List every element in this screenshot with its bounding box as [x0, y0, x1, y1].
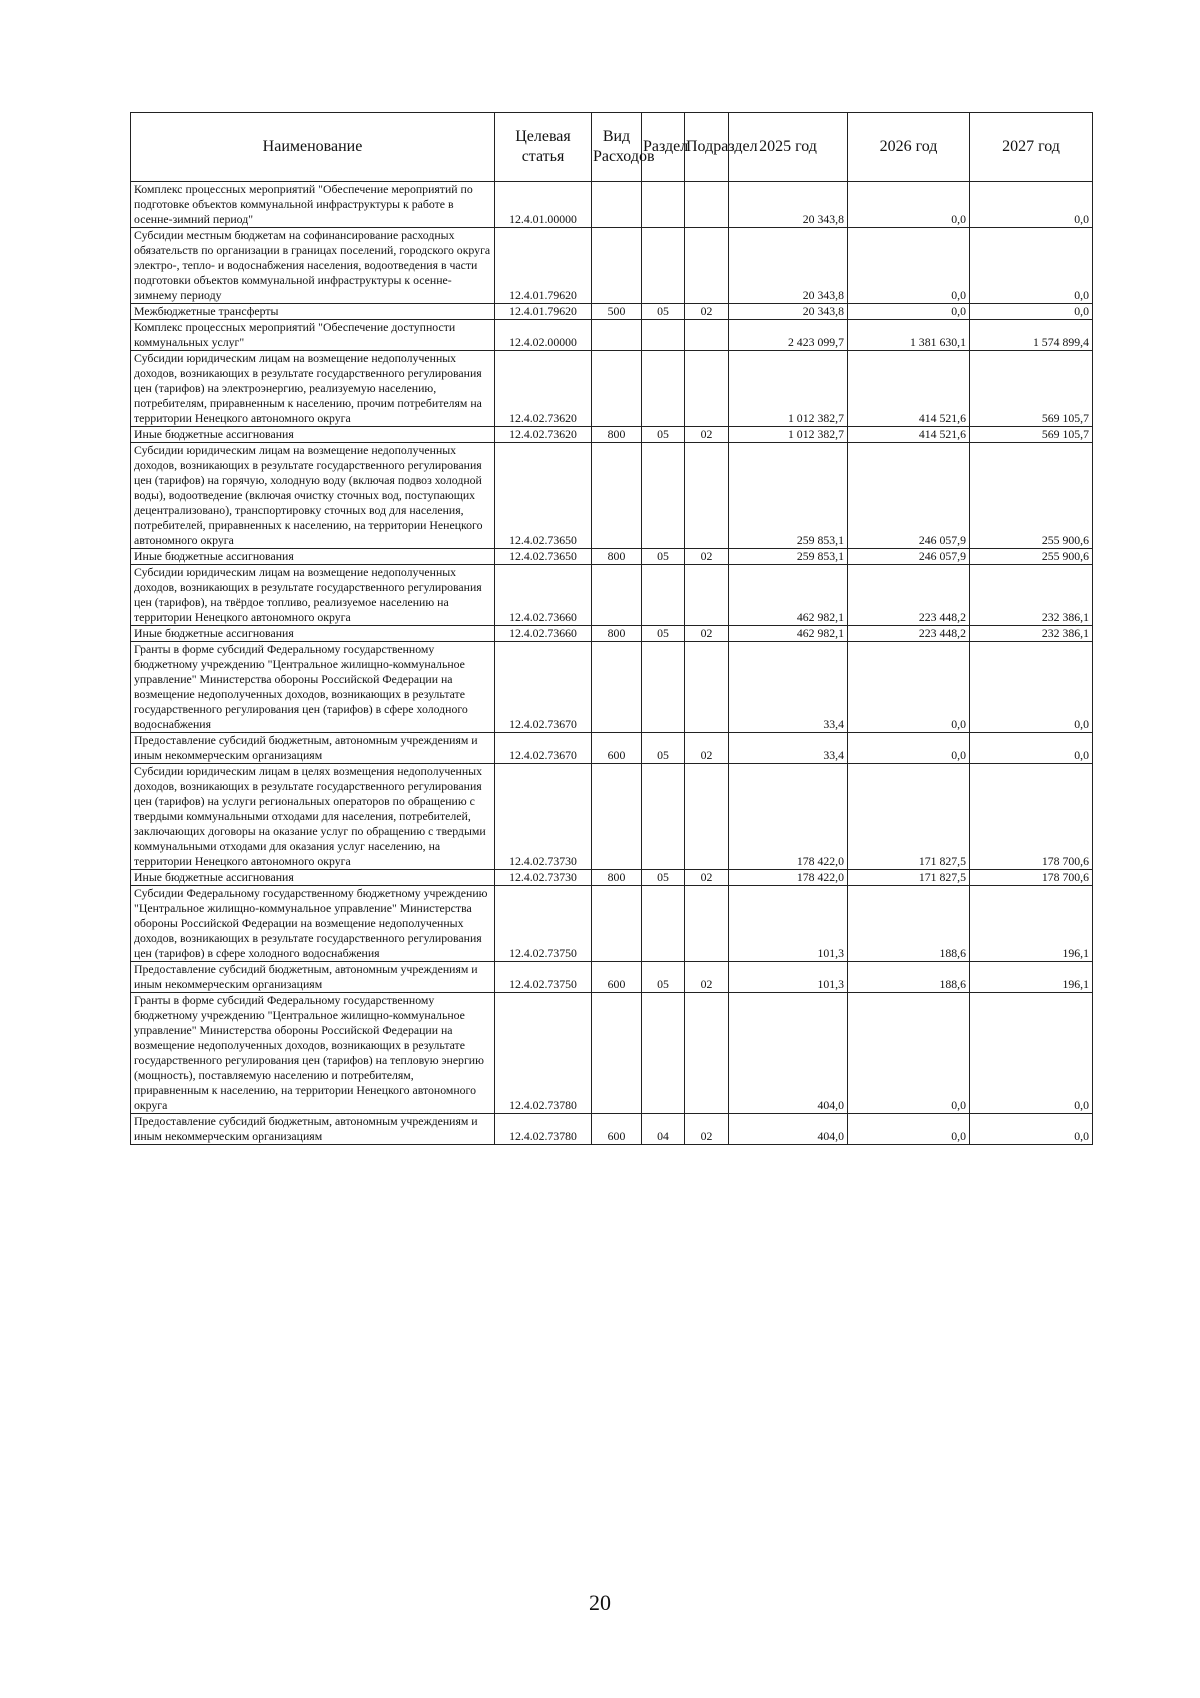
row-value-2026: 188,6	[848, 886, 970, 962]
row-section: 05	[642, 870, 685, 886]
row-value-2026: 0,0	[848, 993, 970, 1114]
row-section	[642, 228, 685, 304]
row-subsection: 02	[685, 1114, 729, 1145]
row-expense-type	[592, 886, 642, 962]
row-name: Иные бюджетные ассигнования	[131, 870, 495, 886]
row-expense-type: 800	[592, 549, 642, 565]
row-section: 04	[642, 1114, 685, 1145]
row-value-2026: 0,0	[848, 642, 970, 733]
table-row	[131, 993, 1093, 1114]
row-target-code: 12.4.02.73650	[495, 549, 592, 565]
row-name: Предоставление субсидий бюджетным, автономным учреждениям и иным некоммерческим организациям	[131, 1114, 495, 1145]
row-value-2026: 223 448,2	[848, 565, 970, 626]
row-subsection	[685, 228, 729, 304]
row-target-code: 12.4.02.73670	[495, 642, 592, 733]
row-target-code: 12.4.01.79620	[495, 304, 592, 320]
row-subsection	[685, 764, 729, 870]
table-row	[131, 304, 1093, 320]
row-section: 05	[642, 733, 685, 764]
row-expense-type	[592, 182, 642, 228]
row-target-code: 12.4.02.73750	[495, 962, 592, 993]
row-value-2027: 569 105,7	[970, 351, 1093, 427]
row-name: Субсидии Федеральному государственному бюджетному учреждению "Центральное жилищно-коммунальное управление" Министерства обороны Российской Федерации на возмещение недополученных доходов, возникающих в результате государственного регулирования цен (тарифов) в сфере холодного водоснабжения	[131, 886, 495, 962]
table-row	[131, 228, 1093, 304]
row-expense-type: 500	[592, 304, 642, 320]
row-section	[642, 764, 685, 870]
row-target-code: 12.4.02.73730	[495, 764, 592, 870]
header-expense-type: Вид Расходов	[592, 113, 642, 182]
header-row	[131, 113, 1093, 182]
row-target-code: 12.4.02.73620	[495, 427, 592, 443]
table-row	[131, 565, 1093, 626]
row-expense-type	[592, 228, 642, 304]
row-name: Иные бюджетные ассигнования	[131, 427, 495, 443]
row-value-2027: 1 574 899,4	[970, 320, 1093, 351]
row-name: Комплекс процессных мероприятий "Обеспечение доступности коммунальных услуг"	[131, 320, 495, 351]
row-value-2027: 0,0	[970, 642, 1093, 733]
row-target-code: 12.4.01.79620	[495, 228, 592, 304]
row-expense-type	[592, 565, 642, 626]
row-expense-type	[592, 351, 642, 427]
row-subsection: 02	[685, 427, 729, 443]
row-value-2025: 20 343,8	[729, 182, 848, 228]
row-value-2025: 101,3	[729, 886, 848, 962]
row-name: Субсидии юридическим лицам на возмещение недополученных доходов, возникающих в результате государственного регулирования цен (тарифов) на горячую, холодную воду (включая подвоз холодной воды), водоотведение (включая очистку сточных вод, поступающих децентрализовано), транспортировку сточных вод для населения, потребителей, приравненных к населению, на территории Ненецкого автономного округа	[131, 443, 495, 549]
row-expense-type	[592, 320, 642, 351]
table-row	[131, 886, 1093, 962]
row-target-code: 12.4.02.00000	[495, 320, 592, 351]
header-2027: 2027 год	[970, 113, 1093, 182]
row-value-2027: 0,0	[970, 304, 1093, 320]
table-row	[131, 320, 1093, 351]
row-target-code: 12.4.02.73660	[495, 565, 592, 626]
table-body	[131, 182, 1093, 1145]
row-target-code: 12.4.02.73730	[495, 870, 592, 886]
row-target-code: 12.4.02.73750	[495, 886, 592, 962]
row-target-code: 12.4.02.73780	[495, 993, 592, 1114]
row-section	[642, 642, 685, 733]
row-value-2025: 178 422,0	[729, 870, 848, 886]
row-value-2025: 2 423 099,7	[729, 320, 848, 351]
row-expense-type	[592, 642, 642, 733]
row-value-2025: 33,4	[729, 733, 848, 764]
row-target-code: 12.4.02.73670	[495, 733, 592, 764]
row-value-2026: 0,0	[848, 1114, 970, 1145]
row-value-2027: 0,0	[970, 993, 1093, 1114]
row-section: 05	[642, 427, 685, 443]
row-subsection	[685, 351, 729, 427]
row-section	[642, 182, 685, 228]
row-section	[642, 320, 685, 351]
row-name: Предоставление субсидий бюджетным, автономным учреждениям и иным некоммерческим организациям	[131, 962, 495, 993]
row-value-2027: 196,1	[970, 962, 1093, 993]
row-expense-type	[592, 764, 642, 870]
row-value-2027: 255 900,6	[970, 549, 1093, 565]
row-value-2026: 188,6	[848, 962, 970, 993]
row-name: Комплекс процессных мероприятий "Обеспечение мероприятий по подготовке объектов коммунальной инфраструктуры к работе в осенне-зимний период"	[131, 182, 495, 228]
row-subsection: 02	[685, 626, 729, 642]
row-value-2026: 0,0	[848, 182, 970, 228]
row-value-2026: 246 057,9	[848, 443, 970, 549]
row-value-2025: 20 343,8	[729, 228, 848, 304]
row-value-2025: 259 853,1	[729, 443, 848, 549]
page-number: 20	[589, 1590, 611, 1615]
row-expense-type	[592, 993, 642, 1114]
row-name: Предоставление субсидий бюджетным, автономным учреждениям и иным некоммерческим организациям	[131, 733, 495, 764]
budget-table	[130, 112, 1093, 1145]
row-value-2027: 569 105,7	[970, 427, 1093, 443]
row-section: 05	[642, 549, 685, 565]
row-target-code: 12.4.02.73660	[495, 626, 592, 642]
header-name: Наименование	[131, 113, 495, 182]
row-value-2027: 178 700,6	[970, 764, 1093, 870]
row-value-2027: 255 900,6	[970, 443, 1093, 549]
row-subsection	[685, 886, 729, 962]
row-value-2027: 0,0	[970, 182, 1093, 228]
row-value-2025: 462 982,1	[729, 626, 848, 642]
row-expense-type: 600	[592, 962, 642, 993]
row-value-2027: 0,0	[970, 733, 1093, 764]
row-subsection	[685, 993, 729, 1114]
row-name: Иные бюджетные ассигнования	[131, 549, 495, 565]
row-section: 05	[642, 962, 685, 993]
row-subsection	[685, 443, 729, 549]
row-subsection: 02	[685, 870, 729, 886]
row-name: Субсидии юридическим лицам на возмещение недополученных доходов, возникающих в результате государственного регулирования цен (тарифов), на твёрдое топливо, реализуемое населению на территории Ненецкого автономного округа	[131, 565, 495, 626]
row-subsection	[685, 642, 729, 733]
row-name: Иные бюджетные ассигнования	[131, 626, 495, 642]
row-section: 05	[642, 304, 685, 320]
row-section: 05	[642, 626, 685, 642]
table-row	[131, 642, 1093, 733]
table-row	[131, 764, 1093, 870]
row-subsection: 02	[685, 962, 729, 993]
table-row	[131, 962, 1093, 993]
row-name: Субсидии местным бюджетам на софинансирование расходных обязательств по организации в границах поселений, городского округа электро-, тепло- и водоснабжения населения, водоотведения в части подготовки объектов коммунальной инфраструктуры к осенне-зимнему периоду	[131, 228, 495, 304]
row-value-2025: 404,0	[729, 993, 848, 1114]
row-subsection: 02	[685, 549, 729, 565]
row-name: Гранты в форме субсидий Федеральному государственному бюджетному учреждению "Центральное жилищно-коммунальное управление" Министерства обороны Российской Федерации на возмещение недополученных доходов, возникающих в результате государственного регулирования цен (тарифов) на тепловую энергию (мощность), поставляемую населению и потребителям, приравненным к населению, на территории Ненецкого автономного округа	[131, 993, 495, 1114]
row-subsection	[685, 565, 729, 626]
row-value-2026: 246 057,9	[848, 549, 970, 565]
row-section	[642, 565, 685, 626]
header-code: Целевая статья	[495, 113, 592, 182]
row-value-2025: 178 422,0	[729, 764, 848, 870]
row-target-code: 12.4.01.00000	[495, 182, 592, 228]
row-value-2026: 223 448,2	[848, 626, 970, 642]
table-row	[131, 733, 1093, 764]
row-expense-type: 800	[592, 626, 642, 642]
table-row	[131, 626, 1093, 642]
row-expense-type: 800	[592, 427, 642, 443]
row-section	[642, 443, 685, 549]
row-target-code: 12.4.02.73780	[495, 1114, 592, 1145]
row-value-2025: 404,0	[729, 1114, 848, 1145]
header-2025: 2025 год	[729, 113, 848, 182]
row-subsection: 02	[685, 304, 729, 320]
row-expense-type: 600	[592, 733, 642, 764]
row-value-2027: 232 386,1	[970, 565, 1093, 626]
row-name: Субсидии юридическим лицам в целях возмещения недополученных доходов, возникающих в результате государственного регулирования цен (тарифов) на услуги региональных операторов по обращению с твердыми коммунальными отходами для населения, потребителей, заключающих договоры на оказание услуг по обращению с твердыми коммунальными отходами для оказания услуг населению, на территории Ненецкого автономного округа	[131, 764, 495, 870]
row-value-2026: 0,0	[848, 304, 970, 320]
row-name: Субсидии юридическим лицам на возмещение недополученных доходов, возникающих в результате государственного регулирования цен (тарифов) на электроэнергию, реализуемую населению, потребителям, приравненным к населению, прочим потребителям на территории Ненецкого автономного округа	[131, 351, 495, 427]
table-row	[131, 870, 1093, 886]
row-subsection	[685, 320, 729, 351]
table-row	[131, 549, 1093, 565]
row-section	[642, 886, 685, 962]
row-value-2026: 414 521,6	[848, 351, 970, 427]
row-section	[642, 993, 685, 1114]
row-value-2026: 0,0	[848, 733, 970, 764]
row-value-2026: 171 827,5	[848, 764, 970, 870]
header-subsection: Подраздел	[685, 113, 729, 182]
row-subsection: 02	[685, 733, 729, 764]
row-value-2026: 0,0	[848, 228, 970, 304]
row-value-2027: 0,0	[970, 1114, 1093, 1145]
row-value-2027: 178 700,6	[970, 870, 1093, 886]
row-expense-type	[592, 443, 642, 549]
table-row	[131, 427, 1093, 443]
row-value-2027: 0,0	[970, 228, 1093, 304]
row-value-2025: 259 853,1	[729, 549, 848, 565]
row-value-2025: 1 012 382,7	[729, 351, 848, 427]
row-value-2026: 414 521,6	[848, 427, 970, 443]
row-expense-type: 600	[592, 1114, 642, 1145]
table-row	[131, 182, 1093, 228]
table-row	[131, 351, 1093, 427]
table-row	[131, 1114, 1093, 1145]
row-value-2027: 196,1	[970, 886, 1093, 962]
row-value-2027: 232 386,1	[970, 626, 1093, 642]
row-value-2025: 101,3	[729, 962, 848, 993]
row-target-code: 12.4.02.73650	[495, 443, 592, 549]
row-value-2026: 171 827,5	[848, 870, 970, 886]
row-name: Гранты в форме субсидий Федеральному государственному бюджетному учреждению "Центральное жилищно-коммунальное управление" Министерства обороны Российской Федерации на возмещение недополученных доходов, возникающих в результате государственного регулирования цен (тарифов) в сфере холодного водоснабжения	[131, 642, 495, 733]
row-value-2026: 1 381 630,1	[848, 320, 970, 351]
row-section	[642, 351, 685, 427]
row-subsection	[685, 182, 729, 228]
row-value-2025: 462 982,1	[729, 565, 848, 626]
row-value-2025: 33,4	[729, 642, 848, 733]
row-name: Межбюджетные трансферты	[131, 304, 495, 320]
row-expense-type: 800	[592, 870, 642, 886]
row-value-2025: 1 012 382,7	[729, 427, 848, 443]
row-value-2025: 20 343,8	[729, 304, 848, 320]
table-row	[131, 443, 1093, 549]
row-target-code: 12.4.02.73620	[495, 351, 592, 427]
header-2026: 2026 год	[848, 113, 970, 182]
header-section: Раздел	[642, 113, 685, 182]
